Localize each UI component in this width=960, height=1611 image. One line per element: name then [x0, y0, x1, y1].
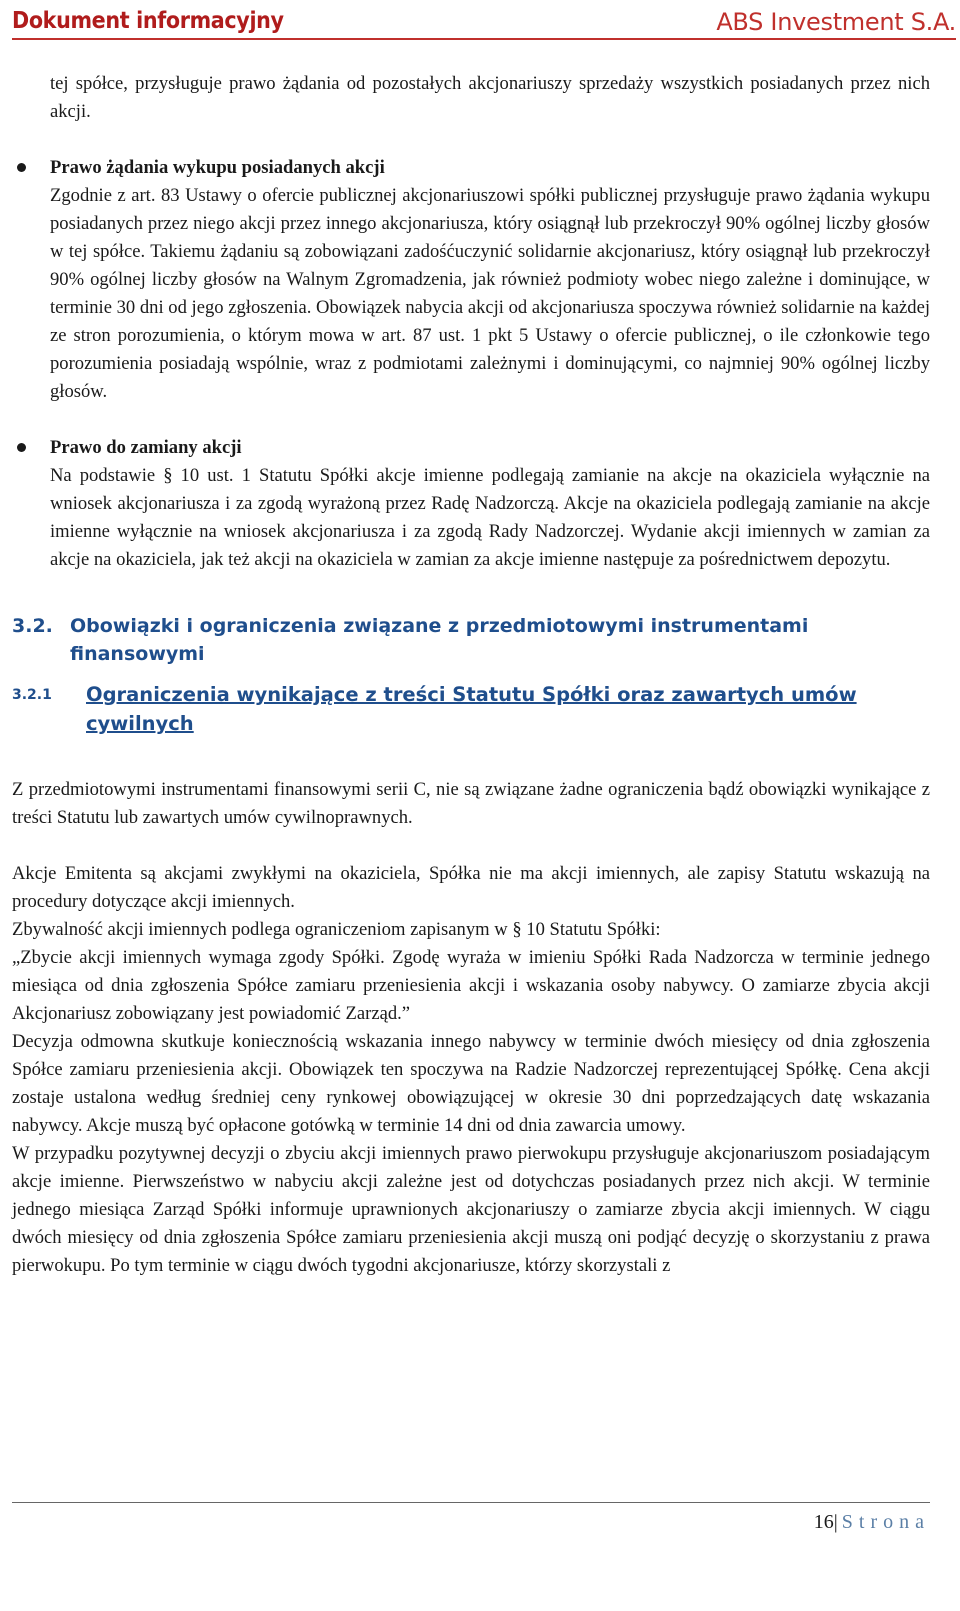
- list-item-text-part2: Takiemu żądaniu są zobowiązani zadośćuczynić solidarnie akcjonariusz, który osiągnął lub przekroczył 90% ogólnej liczby głosów na Walnym Zgromadzenia, jak również podmioty wobec niego zależne i dominujące, w terminie 30 dni od jego zgłoszenia. Obowiązek nabycia akcji od akcjonariusza spoczywa również solidarnie na każdej ze stron porozumienia, o którym mowa w art. 87 ust. 1 pkt 5 Ustawy o ofercie publicznej, o ile członkowie tego porozumienia posiadają wspólnie, wraz z podmiotami zależnymi i dominującymi, co najmniej 90% ogólnej liczby głosów.: [50, 241, 930, 402]
- list-item-squeeze-out: [12, 154, 930, 406]
- list-item-text: Na podstawie § 10 ust. 1 Statutu Spółki akcje imienne podlegają zamianie na akcje na okaziciela wyłącznie na wniosek akcjonariusza i za zgodą wyrażoną przez Radę Nadzorczą. Akcje na okaziciela podlegają zamianie na akcje imienne wyłącznie na wniosek akcjonariusza i za zgodą Rady Nadzorczej. Wydanie akcji imiennych w zamian za akcje na okaziciela, jak też akcji na okaziciela w zamian za akcje imienne następuje za pośrednictwem depozytu.: [50, 465, 930, 570]
- bullet-icon: [17, 163, 26, 172]
- paragraph: Decyzja odmowna skutkuje koniecznością wskazania innego nabywcy w terminie dwóch miesięcy od dnia zgłoszenia Spółce zamiaru przeniesienia akcji. Obowiązek ten spoczywa na Radzie Nadzorczej reprezentującej Spółkę. Cena akcji zostaje ustalona według średniej ceny rynkowej obowiązującej w okresie 30 dni poprzedzających datę wskazania nabywcy. Akcje muszą być opłacone gotówką w terminie 14 dni od dnia zawarcia umowy.: [12, 1031, 930, 1136]
- footer-rule: [12, 1502, 930, 1503]
- section-number: 3.2.: [12, 615, 53, 637]
- page-label: Strona: [841, 1511, 930, 1533]
- section-title: Ograniczenia wynikające z treści Statutu Spółki oraz zawartych umów cywilnych: [86, 683, 857, 735]
- list-item-title: Prawo do zamiany akcji: [50, 437, 242, 458]
- paragraph: W przypadku pozytywnej decyzji o zbyciu akcji imiennych prawo pierwokupu przysługuje akcjonariuszom posiadającym akcje imienne. Pierwszeństwo w nabyciu akcji zależne jest od dotychczas posiadanych przez nich akcji. W terminie jednego miesiąca Zarząd Spółki informuje uprawnionych akcjonariuszy o zamiarze zbycia akcji imiennych. W ciągu dwóch miesięcy od dnia zgłoszenia Spółce zamiaru przeniesienia akcji muszą oni podjąć decyzję o skorzystaniu z prawa pierwokupu. Po tym terminie w ciągu dwóch tygodni akcjonariusze, którzy skorzystali z: [12, 1143, 930, 1276]
- page-header: [12, 4, 956, 40]
- paragraph: Zbywalność akcji imiennych podlega ograniczeniom zapisanym w § 10 Statutu Spółki:: [12, 919, 661, 940]
- paragraph: Z przedmiotowymi instrumentami finansowymi serii C, nie są związane żadne ograniczenia bądź obowiązki wynikające z treści Statutu lub zawartych umów cywilnoprawnych.: [12, 779, 930, 828]
- page-number: 16: [813, 1511, 834, 1533]
- document-type-title: Dokument informacyjny: [12, 8, 284, 34]
- page-footer: [12, 1502, 930, 1533]
- list-item-body: [50, 182, 930, 406]
- header-rule: [12, 38, 956, 40]
- list-item-conversion: [12, 434, 930, 574]
- section-heading-3-2-1: [12, 680, 930, 738]
- list-item-title: Prawo żądania wykupu posiadanych akcji: [50, 157, 385, 178]
- company-name: ABS Investment S.A.: [716, 8, 956, 36]
- section-heading-3-2: [12, 612, 930, 668]
- paragraph: Akcje Emitenta są akcjami zwykłymi na okaziciela, Spółka nie ma akcji imiennych, ale zapisy Statutu wskazują na procedury dotyczące akcji imiennych.: [12, 863, 930, 912]
- intro-paragraph: tej spółce, przysługuje prawo żądania od pozostałych akcjonariuszy sprzedaży wszystkich posiadanych przez nich akcji.: [50, 73, 930, 122]
- list-item-text-part1: Zgodnie z art. 83 Ustawy o ofercie publicznej akcjonariuszowi spółki publicznej przysługuje prawo żądania wykupu posiadanych przez niego akcji przez innego akcjonariusza, który osiągnął lub przekroczył 90% ogólnej liczby głosów w tej spółce.: [50, 185, 930, 262]
- section-title: Obowiązki i ograniczenia związane z przedmiotowymi instrumentami finansowymi: [70, 615, 809, 665]
- quote-paragraph: „Zbycie akcji imiennych wymaga zgody Spółki. Zgodę wyraża w imieniu Spółki Rada Nadzorcza w terminie jednego miesiąca od dnia zgłoszenia Spółce zamiaru przeniesienia akcji i wskazania osoby nabywcy. O zamiarze zbycia akcji Akcjonariusz zobowiązany jest powiadomić Zarząd.”: [12, 947, 930, 1024]
- page-content: [12, 70, 930, 1280]
- section-number: 3.2.1: [12, 687, 52, 703]
- bullet-icon: [17, 443, 26, 452]
- page-indicator: [814, 1511, 930, 1534]
- page-separator: |: [833, 1511, 838, 1533]
